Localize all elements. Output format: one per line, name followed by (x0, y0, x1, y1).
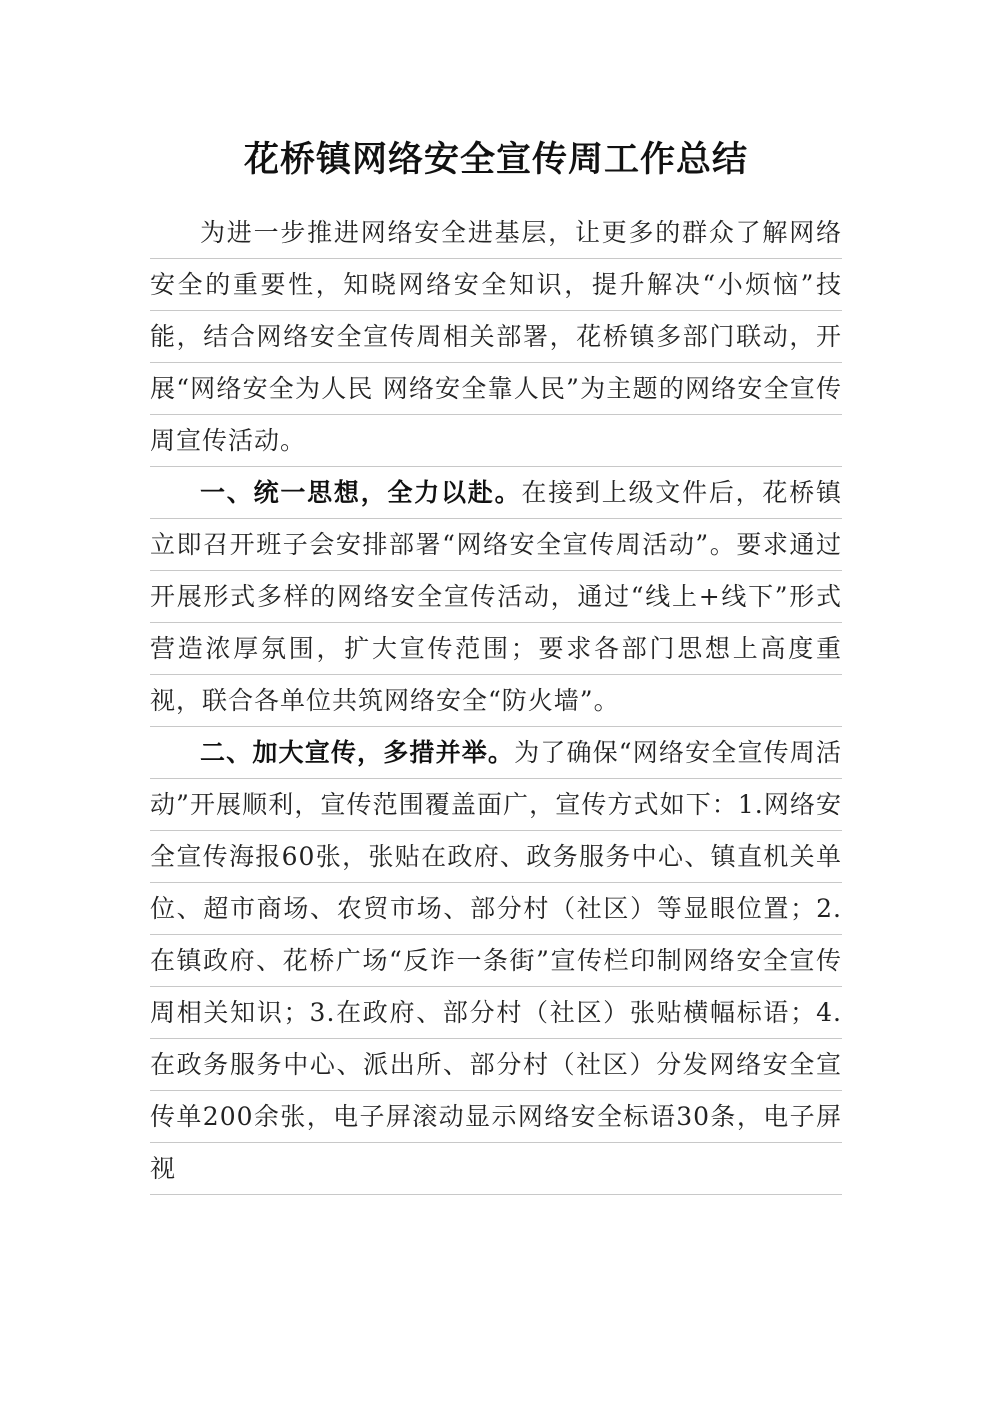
document-title: 花桥镇网络安全宣传周工作总结 (243, 140, 748, 180)
document-body (150, 207, 842, 1195)
intro-text: 为进一步推进网络安全进基层，让更多的群众了解网络安全的重要性，知晓网络安全知识，提升解决“小烦恼”技能，结合网络安全宣传周相关部署，花桥镇多部门联动，开展“网络安全为人民 网络安全靠人民”为主题的网络安全宣传周宣传活动。 (150, 218, 842, 455)
section-text-2: 为了确保“网络安全宣传周活动”开展顺利，宣传范围覆盖面广，宣传方式如下：1.网络安全宣传海报60张，张贴在政府、政务服务中心、镇直机关单位、超市商场、农贸市场、部分村（社区）等显眼位置；2.在镇政府、花桥广场“反诈一条街”宣传栏印制网络安全宣传周相关知识；3.在政府、部分村（社区）张贴横幅标语；4.在政务服务中心、派出所、部分村（社区）分发网络安全宣传单200余张，电子屏滚动显示网络安全标语30条，电子屏视 (150, 738, 842, 1183)
section-paragraph-1 (150, 467, 842, 727)
intro-paragraph (150, 207, 842, 467)
section-paragraph-2 (150, 727, 842, 1195)
section-text-1: 在接到上级文件后，花桥镇立即召开班子会安排部署“网络安全宣传周活动”。要求通过开展形式多样的网络安全宣传活动，通过“线上+线下”形式营造浓厚氛围，扩大宣传范围；要求各部门思想上高度重视，联合各单位共筑网络安全“防火墙”。 (150, 478, 842, 715)
section-heading-1: 一、统一思想，全力以赴。 (200, 478, 522, 507)
section-heading-2: 二、加大宣传，多措并举。 (200, 738, 515, 767)
